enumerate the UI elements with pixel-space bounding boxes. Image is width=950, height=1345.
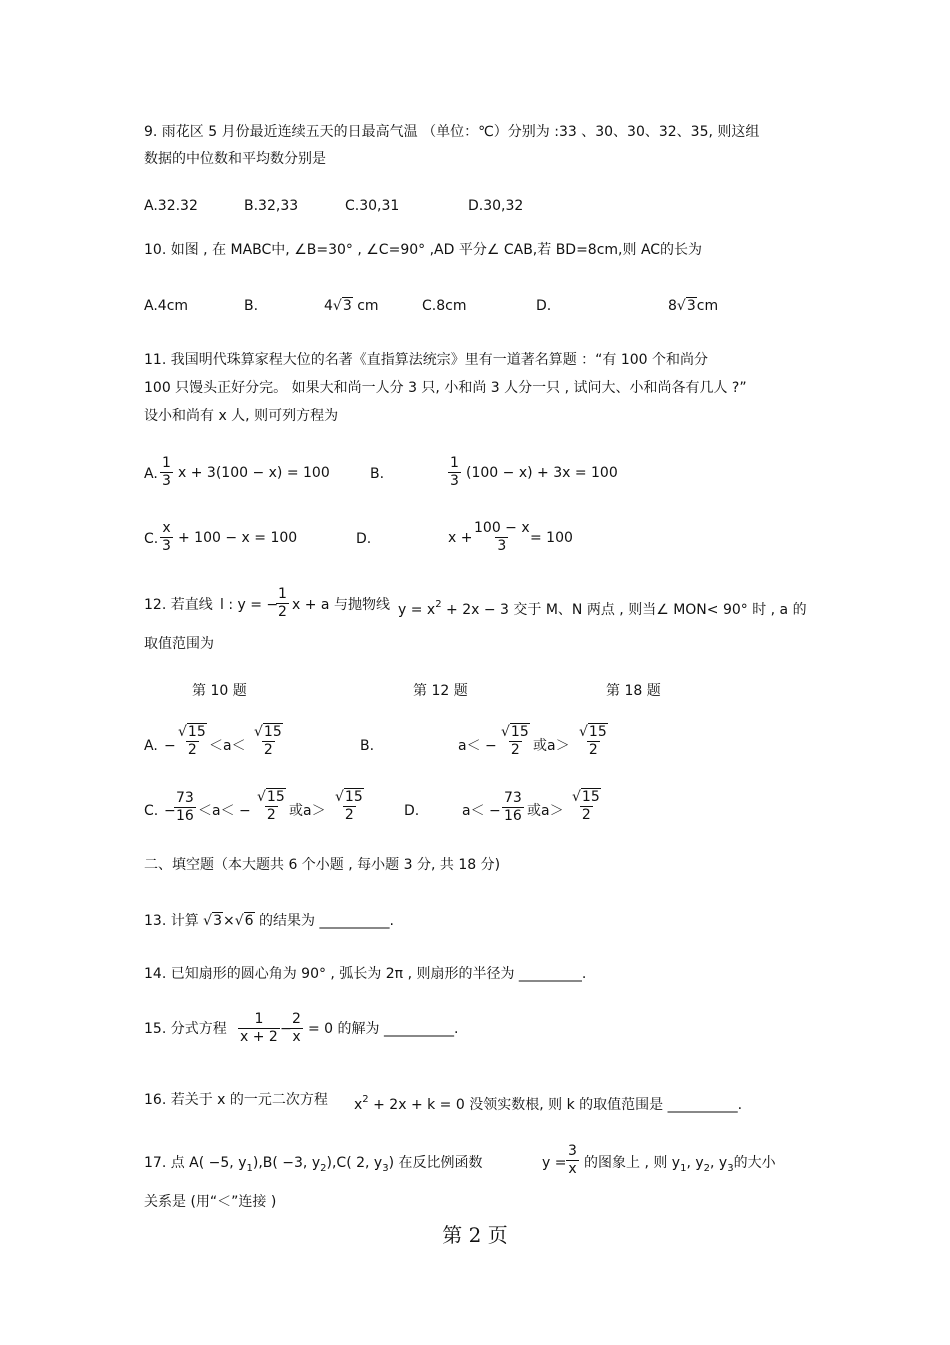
q13-stem: 13. 计算 √3×√6 的结果为 __________. bbox=[144, 913, 394, 929]
q11-stem-line2: 100 只馒头正好分完。 如果大和尚一人分 3 只, 小和尚 3 人分一只 , 试问大、小和尚各有几人 ?” bbox=[144, 380, 747, 396]
q12-option-c-middle2: 或a＞ bbox=[289, 803, 326, 819]
q11-option-b-fraction: $\frac{1}{3}$ bbox=[450, 455, 459, 489]
q16-prefix: 16. 若关于 x 的一元二次方程 bbox=[144, 1092, 328, 1108]
q15-prefix: 15. 分式方程 bbox=[144, 1021, 227, 1037]
q10-option-a: A.4cm bbox=[144, 298, 189, 314]
q15-fraction-2: $\frac{2}{x}$ bbox=[292, 1011, 301, 1045]
q12-option-b-middle: 或a＞ bbox=[533, 738, 570, 754]
q10-stem: 10. 如图 , 在 MABC中, ∠B=30° , ∠C=90° ,AD 平分∠ CAB,若 BD=8cm,则 AC的长为 bbox=[144, 242, 703, 258]
q9-stem-line1: 9. 雨花区 5 月份最近连续五天的日最高气温 （单位：℃）分别为 :33 、30、30、32、35, 则这组 bbox=[144, 124, 760, 140]
q11-option-c-label: C. bbox=[144, 531, 159, 547]
q11-option-d-fraction: $\frac{100 - x}{3}$ bbox=[474, 520, 530, 554]
q12-option-a-minus: − bbox=[164, 738, 176, 754]
q12-option-d-upper-bound: $\frac{√15}{2}$ bbox=[572, 789, 600, 823]
q12-option-a-label: A. bbox=[144, 738, 158, 754]
q12-line-eq-start: l : y = − bbox=[220, 597, 279, 613]
figure-label-12: 第 12 题 bbox=[413, 683, 468, 699]
q11-option-d-label: D. bbox=[356, 531, 372, 547]
q11-option-d-prefix: x + bbox=[448, 530, 473, 546]
q10-option-b-value: 4√3 cm bbox=[324, 298, 379, 314]
q12-option-c-mid-bound: $\frac{√15}{2}$ bbox=[257, 789, 285, 823]
q12-line-slope-fraction: $\frac{1}{2}$ bbox=[278, 586, 287, 620]
q11-option-a-fraction: $\frac{1}{3}$ bbox=[162, 455, 171, 489]
q11-option-b-label: B. bbox=[370, 466, 385, 482]
q17-function-prefix: y = bbox=[542, 1155, 567, 1171]
q12-option-a-middle: ＜a＜ bbox=[209, 738, 246, 754]
q12-option-b-lower-bound: $\frac{√15}{2}$ bbox=[501, 724, 529, 758]
figure-label-18: 第 18 题 bbox=[606, 683, 661, 699]
q15-minus: − bbox=[280, 1021, 292, 1037]
q17-function-fraction: $\frac{3}{x}$ bbox=[568, 1143, 577, 1177]
q12-option-d-middle: 或a＞ bbox=[527, 803, 564, 819]
q12-option-d-prefix: a＜ − bbox=[462, 803, 501, 819]
q11-stem-line1: 11. 我国明代珠算家程大位的名著《直指算法统宗》里有一道著名算题 ：“有 100 个和尚分 bbox=[144, 352, 709, 368]
section-heading-fill-in: 二、填空题（本大题共 6 个小题 , 每小题 3 分, 共 18 分) bbox=[144, 857, 501, 873]
q12-parabola: $y = x^2 + 2x - 3$ 交于 M、N 两点 , 则当∠ MON< 90° 时 , a 的 bbox=[398, 599, 807, 618]
q11-option-b-expression: (100 − x) + 3x = 100 bbox=[466, 465, 618, 481]
q12-option-b-upper-bound: $\frac{√15}{2}$ bbox=[579, 724, 607, 758]
q12-option-b-prefix: a＜ − bbox=[458, 738, 497, 754]
q17-stem-line2: 关系是 (用“＜”连接 ) bbox=[144, 1194, 277, 1210]
q15-fraction-1: $\frac{1}{x + 2}$ bbox=[240, 1011, 278, 1045]
q17-suffix: 的图象上 , 则 $y_1$, $y_2$, $y_3$的大小 bbox=[584, 1155, 776, 1174]
q14-stem: 14. 已知扇形的圆心角为 90° , 弧长为 2π , 则扇形的半径为 _________. bbox=[144, 966, 587, 982]
q10-option-b-label: B. bbox=[244, 298, 259, 314]
figure-label-10: 第 10 题 bbox=[192, 683, 247, 699]
q9-option-d: D.30,32 bbox=[468, 198, 524, 214]
q9-stem-line2: 数据的中位数和平均数分别是 bbox=[144, 151, 326, 167]
q12-option-c-lower-bound: $\frac{73}{16}$ bbox=[176, 790, 194, 824]
q10-option-d-label: D. bbox=[536, 298, 552, 314]
q11-option-c-fraction: $\frac{x}{3}$ bbox=[162, 520, 171, 554]
q16-equation: $x^2 + 2x + k = 0$ 没领实数根, 则 k 的取值范围是 __________. bbox=[354, 1094, 743, 1113]
q12-option-c-label: C. bbox=[144, 803, 159, 819]
q9-option-c: C.30,31 bbox=[345, 198, 400, 214]
q12-stem-line2: 取值范围为 bbox=[144, 636, 214, 652]
q12-option-a-lower-bound: $\frac{√15}{2}$ bbox=[178, 724, 206, 758]
q15-suffix: = 0 的解为 __________. bbox=[308, 1021, 459, 1037]
q10-option-d-value: 8√3cm bbox=[668, 298, 719, 314]
q12-option-d-lower-bound: $\frac{73}{16}$ bbox=[504, 790, 522, 824]
q12-option-b-label: B. bbox=[360, 738, 375, 754]
q9-option-b: B.32,33 bbox=[244, 198, 299, 214]
q11-option-d-expression: = 100 bbox=[530, 530, 573, 546]
q11-option-a-label: A. bbox=[144, 466, 158, 482]
q12-prefix: 12. 若直线 bbox=[144, 597, 213, 613]
q12-option-c-middle1: ＜a＜ − bbox=[198, 803, 251, 819]
q11-stem-line3: 设小和尚有 x 人, 则可列方程为 bbox=[144, 408, 339, 424]
page-number: 第 2 页 bbox=[442, 1223, 508, 1247]
q17-points: 17. 点 A( −5, $y_1),B( -3$, $y_2),C$( 2, $y_3$) 在反比例函数 bbox=[144, 1155, 483, 1174]
q9-option-a: A.32.32 bbox=[144, 198, 198, 214]
q12-option-c-minus: − bbox=[164, 803, 176, 819]
q12-option-a-upper-bound: $\frac{√15}{2}$ bbox=[254, 724, 282, 758]
q12-option-c-upper-bound: $\frac{√15}{2}$ bbox=[335, 789, 363, 823]
q11-option-c-expression: + 100 − x = 100 bbox=[178, 530, 298, 546]
q10-option-c: C.8cm bbox=[422, 298, 467, 314]
q11-option-a-expression: x + 3(100 − x) = 100 bbox=[178, 465, 330, 481]
q12-line-eq-end: x + a 与抛物线 bbox=[292, 597, 390, 613]
q12-option-d-label: D. bbox=[404, 803, 420, 819]
